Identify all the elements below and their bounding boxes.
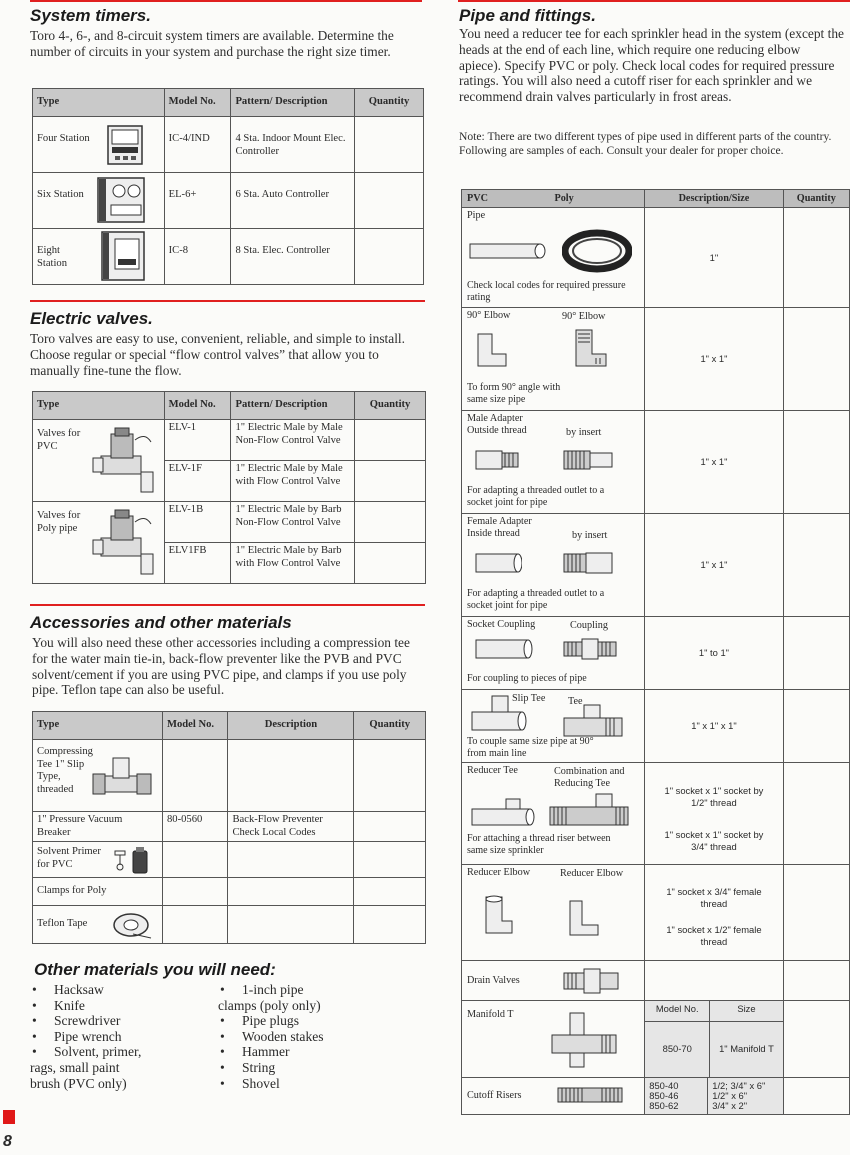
table-row [462,411,850,514]
row-label: Female Adapter Inside thread [467,516,532,539]
table-row [33,842,426,878]
row-type: Compressing Tee 1" Slip Type, threaded [37,746,93,795]
th-pattern: Pattern/ Description [231,89,355,117]
list-item: • 1-inch pipe [218,982,324,998]
list-item: • Pipe wrench [30,1029,141,1045]
accessories-intro: You will also need these other accessories including a compression tee for the water main tie-in, back-flow preventer like the PVB and PVC solvent/cement if you are using PVC pipe, and clamps if you use poly pipe. Teflon tape can also be useful. [32,635,410,698]
table-row [462,208,850,308]
list-item: • Screwdriver [30,1013,141,1029]
elbow-icon [474,330,510,370]
row-desc: 1" Electric Male by Male Non-Flow Control Valve [231,420,355,461]
list-item: • Shovel [218,1076,324,1092]
row-model: ELV-1F [164,461,231,502]
row-note: Check local codes for required pressure rating [467,280,626,303]
row-size: 1" to 1" [645,617,783,690]
top-rule-left [30,0,422,2]
row-model [162,842,228,878]
list-item-cont: clamps (poly only) [218,997,321,1013]
quantity-cell[interactable] [783,514,849,617]
quantity-cell[interactable] [783,1078,849,1115]
group-type: Valves for PVC [37,428,81,452]
table-row [33,812,426,842]
pipe-table [461,189,850,1115]
quantity-cell[interactable] [355,173,424,229]
materials-list-right [218,982,324,1091]
row-note: For attaching a thread riser between same size sprinkler [467,833,611,856]
quantity-cell[interactable] [354,906,426,944]
tee-icon [562,704,626,738]
teflon-tape-icon [111,910,153,940]
quantity-cell[interactable] [783,690,849,763]
row-desc: 1" Electric Male by Barb Non-Flow Control Valve [231,502,355,543]
row-desc [228,842,354,878]
page-marker [3,1110,15,1124]
row-label2: Coupling [570,620,608,631]
table-row [462,308,850,411]
valve-icon [91,426,159,496]
controller-icon [97,177,145,223]
th-quantity: Quantity [354,712,426,740]
socket-coupling-icon [474,637,534,661]
table-row [33,173,424,229]
row-label: Socket Coupling [467,619,536,630]
table-row [462,1078,850,1115]
row-size: 1" x 1" [645,411,783,514]
timers-table [32,88,424,285]
row-label: Slip Tee [512,693,546,704]
row-type: Teflon Tape [37,918,88,930]
list-item: • Hacksaw [30,982,141,998]
row-label: Pipe [467,210,486,221]
row-note: For coupling to pieces of pipe [467,673,587,684]
table-row [33,420,426,461]
system-timers-intro: Toro 4-, 6-, and 8-circuit system timers are available. Determine the number of circuits in your system and purchase the right size timer. [30,28,394,59]
row-desc [228,878,354,906]
quantity-cell[interactable] [355,117,424,173]
row-label: Drain Valves [467,974,520,986]
manifold-model: 850-70 [645,1021,710,1077]
row-size-2: 1" socket x 1" socket by 3/4" thread [664,828,764,852]
row-type: Six Station [37,189,84,200]
pipe-icon [468,236,548,266]
table-row [33,502,426,543]
manifold-label: Manifold T [467,1009,514,1020]
table-row [462,617,850,690]
quantity-cell[interactable] [354,878,426,906]
valves-table [32,391,426,584]
valve-icon [91,508,159,578]
risers-label: Cutoff Risers [467,1090,522,1101]
quantity-cell[interactable] [783,411,849,514]
other-materials-title: Other materials you will need: [34,960,276,979]
row-label: Reducer Elbow [467,867,531,878]
cutoff-riser-icon [556,1084,626,1106]
row-model [162,906,228,944]
row-model [162,878,228,906]
drain-valve-icon [562,965,622,995]
th-quantity: Quantity [355,89,424,117]
table-row [33,906,426,944]
th-poly: Poly [554,192,574,204]
row-size: 1" socket x 1" socket by 1/2" thread [664,784,764,808]
slip-tee-icon [470,694,530,734]
th-model: Model No. [164,89,231,117]
quantity-cell[interactable] [355,420,426,461]
quantity-cell[interactable] [354,740,426,812]
row-label: 90° Elbow [467,310,511,321]
risers-sizes: 1/2; 3/4" x 6" 1/2" x 6" 3/4" x 2" [712,1080,766,1111]
row-model: 80-0560 [162,812,228,842]
quantity-cell[interactable] [783,208,849,308]
th-type: Type [33,89,165,117]
female-insert-icon [562,550,616,576]
quantity-cell[interactable] [783,617,849,690]
table-row [462,1001,850,1078]
row-desc: 6 Sta. Auto Controller [231,173,355,229]
quantity-cell[interactable] [355,461,426,502]
table-row [33,117,424,173]
quantity-cell[interactable] [783,961,849,1001]
quantity-cell[interactable] [783,308,849,411]
coupling-icon [562,637,622,661]
electric-valves-title: Electric valves. [30,309,153,328]
row-label2: by insert [566,427,602,438]
list-item: • Solvent, primer, [30,1044,141,1060]
quantity-cell[interactable] [355,229,424,285]
table-row [462,763,850,865]
manifold-t-icon [550,1011,620,1071]
row-label2: Reducer Elbow [560,868,624,879]
quantity-cell[interactable] [354,842,426,878]
system-timers-title: System timers. [30,6,151,25]
th-pvc: PVC [467,192,488,204]
electric-valves-intro: Toro valves are easy to use, convenient, reliable, and simple to install. Choose regular or special “flow control valves” that allow you to manually fine-tune the flow. [30,331,406,378]
row-label2: Combination and Reducing Tee [554,766,625,789]
manifold-h-model: Model No. [645,1001,710,1021]
row-model: IC-4/IND [164,117,231,173]
row-note: For adapting a threaded outlet to a socket joint for pipe [467,588,605,611]
table-row [462,690,850,763]
controller-icon [101,231,145,281]
row-note: To form 90° angle with same size pipe [467,382,561,405]
quantity-cell[interactable] [783,1001,849,1078]
combination-tee-icon [548,793,632,827]
rule-valves [30,300,425,302]
th-pattern: Pattern/ Description [231,392,355,420]
row-model: EL-6+ [164,173,231,229]
th-model: Model No. [164,392,231,420]
list-item-cont: rags, small paint [30,1059,120,1075]
row-size-2: 1" socket x 1/2" female thread [666,923,762,947]
manifold-h-size: Size [710,1001,783,1021]
row-size: 1" [645,208,783,308]
row-desc: 1" Electric Male by Male with Flow Control Valve [231,461,355,502]
th-quantity: Quantity [355,392,426,420]
elbow-threaded-icon [572,326,612,370]
female-adapter-icon [474,550,522,576]
row-label2: by insert [572,530,608,541]
row-type: Eight Station [37,245,68,269]
pipe-fittings-intro: You need a reducer tee for each sprinkler head in the system (except the heads at the end of each line, which require one reducing elbow apiece). Specify PVC or poly. Check local codes for required pressure ratings. You will also need a cutoff riser for each sprinkler and we recommend drain valves particularly in frost areas. [459,26,844,105]
row-label2: 90° Elbow [562,311,606,322]
list-item: • Wooden stakes [218,1029,324,1045]
row-model: ELV-1B [164,502,231,543]
row-size: 1" socket x 3/4" female thread [666,885,762,909]
row-desc: 8 Sta. Elec. Controller [231,229,355,285]
row-note: For adapting a threaded outlet to a socket joint for pipe [467,485,605,508]
row-size: 1" x 1" [645,514,783,617]
primer-can-icon [113,845,151,875]
row-desc: Back-Flow Preventer Check Local Codes [228,812,354,842]
table-row [462,961,850,1001]
th-model: Model No. [162,712,228,740]
row-model: IC-8 [164,229,231,285]
row-desc: 1" Electric Male by Barb with Flow Control Valve [231,543,355,584]
controller-icon [107,125,143,165]
row-desc [228,740,354,812]
th-desc: Description [228,712,354,740]
accessories-table [32,711,426,944]
row-model: ELV1FB [164,543,231,584]
row-size [645,961,783,1001]
row-type: Four Station [37,133,90,144]
quantity-cell[interactable] [783,763,849,865]
row-model [162,740,228,812]
row-type: 1" Pressure Vacuum Breaker [33,812,163,842]
list-item-cont: brush (PVC only) [30,1075,127,1091]
list-item: • String [218,1060,324,1076]
pipe-fittings-title: Pipe and fittings. [459,6,596,25]
accessories-title: Accessories and other materials [30,613,292,632]
th-desc: Description/Size [645,190,783,208]
manifold-size: 1" Manifold T [719,1043,774,1055]
th-quantity: Quantity [783,190,849,208]
table-row [462,514,850,617]
row-model: ELV-1 [164,420,231,461]
reducer-tee-icon [470,797,536,827]
male-insert-icon [562,447,616,473]
compression-tee-icon [91,754,155,800]
pipe-fittings-note: Note: There are two different types of pipe used in different parts of the country. Following are samples of each. Consult your dealer for proper choice. [459,130,832,157]
table-row [33,740,426,812]
list-item: • Pipe plugs [218,1013,324,1029]
row-label: Male Adapter Outside thread [467,413,527,436]
row-label: Reducer Tee [467,765,518,776]
row-type: Clamps for Poly [33,878,163,906]
row-label2: Tee [568,696,583,707]
page-number: 8 [3,1133,12,1150]
materials-list-left [30,982,141,1091]
table-row [33,878,426,906]
row-desc: 4 Sta. Indoor Mount Elec. Controller [231,117,355,173]
table-row [462,865,850,961]
list-item: • Knife [30,998,141,1014]
row-size: 1" x 1" [645,308,783,411]
rule-accessories [30,604,425,606]
quantity-cell[interactable] [355,543,426,584]
poly-coil-icon [562,228,632,274]
th-type: Type [33,712,163,740]
table-row [33,229,424,285]
group-type: Valves for Poly pipe [37,510,81,534]
quantity-cell[interactable] [354,812,426,842]
quantity-cell[interactable] [355,502,426,543]
row-size: 1" x 1" x 1" [645,690,783,763]
row-desc [228,906,354,944]
risers-models: 850-40 850-46 850-62 [645,1078,708,1114]
reducer-elbow-2-icon [566,897,602,937]
th-type: Type [33,392,165,420]
list-item: • Hammer [218,1044,324,1060]
reducer-elbow-icon [482,893,516,937]
row-note: To couple same size pipe at 90° from main line [467,736,594,759]
quantity-cell[interactable] [783,865,849,961]
male-adapter-icon [474,447,522,473]
top-rule-right [458,0,850,2]
row-type: Solvent Primer for PVC [37,846,101,870]
